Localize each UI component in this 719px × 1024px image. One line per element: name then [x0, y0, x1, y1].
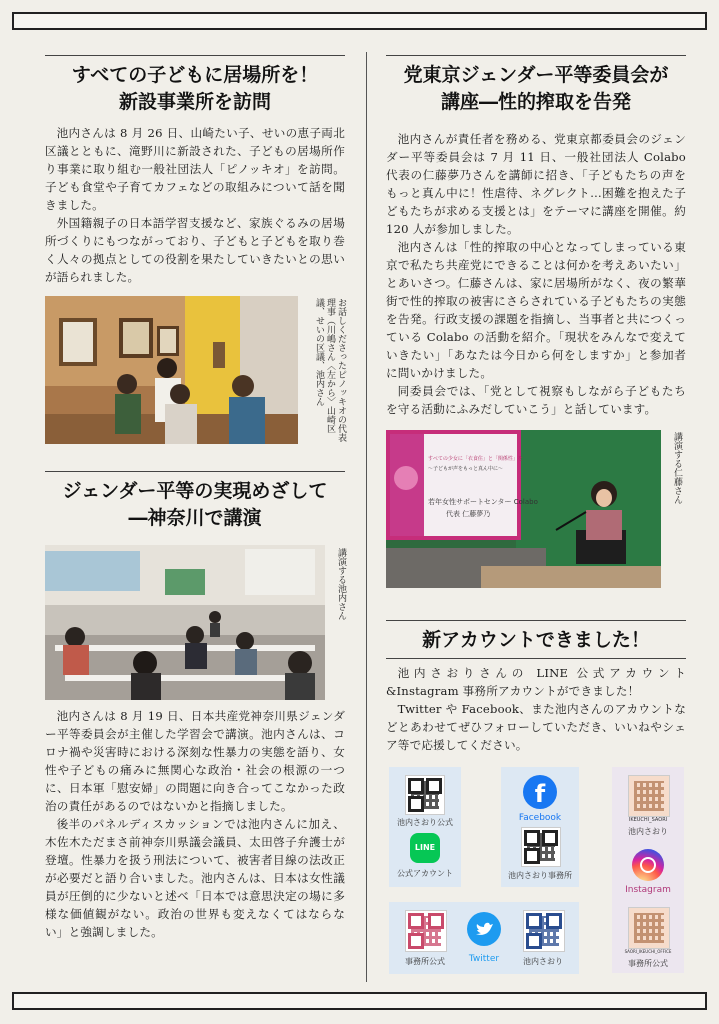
twitter-personal-qr-code[interactable]: [523, 910, 565, 952]
article2-paragraph: 池内さんは 8 月 19 日、日本共産党神奈川県ジェンダー平等委員会が主催した学習会で講演。池内さんは、コロナ禍や災害時における深刻な性暴力の実態を語り、女性や子どもの痛みに無関心な政治・社会の根源の一つに、日本軍「慰安婦」の問題に向き合ってこなかった政治の責任があるのではないかと指摘しました。: [45, 709, 345, 813]
facebook-qr-label: 池内さおり事務所: [508, 871, 572, 880]
article2-top-rule: [45, 471, 345, 472]
article3-paragraph: 同委員会では、「党として視察もしながら子どもたちを守る活動にふみだしていこう」と話しています。: [386, 384, 686, 416]
article1-title-line2: 新設事業所を訪問: [118, 91, 271, 113]
instagram-office-qr-code[interactable]: [628, 907, 670, 949]
instagram-personal-label: 池内さおり: [628, 827, 668, 836]
facebook-card: [501, 767, 579, 887]
top-border-bar: [12, 12, 707, 30]
article3-paragraph: 池内さんは「性的搾取の中心となってしまっている東京で私たち共産党にできることは何かを考えあいたい」とあいさつ。仁藤さんは、家に居場所がなく、夜の繁華街で性的搾取の被害にさらされている子どもたちの実態を告発。行政支援の課題を指摘し、当事者と共につくっている Colabo の活動を紹介。「現状をみんなで変えていきたい」「あなたは今日から何をしますか」と参加者に問いかけました。: [386, 240, 686, 380]
article4-body: [386, 664, 686, 754]
article4-paragraph: 池内さおりさんの LINE 公式アカウント&Instagram 事務所アカウントができました！: [386, 666, 686, 698]
facebook-icon[interactable]: f: [523, 775, 557, 809]
slide-line1: すべての少女に「衣食住」と「関係性」を: [428, 456, 523, 462]
article2-body: [45, 707, 345, 941]
article1-title: [45, 62, 345, 116]
line-qr-label: 池内さおり公式: [397, 818, 453, 827]
instagram-office-label: 事務所公式: [628, 959, 668, 968]
article4-paragraph: Twitter や Facebook、また池内さんのアカウントなどとあわせてぜひフォローしていただき、いいねやシェア等で応援してください。: [386, 702, 686, 752]
instagram-label: Instagram: [625, 885, 671, 895]
article3-body: [386, 130, 686, 418]
line-icon[interactable]: LINE: [410, 833, 440, 863]
article1-body: [45, 124, 345, 286]
article4-bottom-rule: [386, 658, 686, 659]
twitter-personal-label: 池内さおり: [523, 957, 563, 966]
article3-top-rule: [386, 55, 686, 56]
article1-photo-caption: お話しくださったピノッキオの代表理事（川嶋さん〈左から〉山崎区議、せいの区議、池内さん: [314, 298, 346, 442]
slide-line2: 〜子どもが声をもっと真ん中に〜: [428, 466, 504, 472]
instagram-personal-handle: IKEUCHI_SAORI: [628, 817, 668, 823]
instagram-office-handle: SAORI_IKEUCHI_OFFICE: [624, 949, 672, 954]
slide-line3: 若年女性サポートセンター Colabo: [428, 498, 538, 506]
line-card: [389, 767, 461, 887]
line-qr-code[interactable]: [405, 775, 445, 815]
article3-paragraph: 池内さんが責任者を務める、党東京都委員会のジェンダー平等委員会は 7 月 11 日、一般社団法人 Colabo 代表の仁藤夢乃さんを講師に招き、「子どもたちの声をもっと真ん中に！性虐待、ネグレクト…困難を抱えた子どもたちが求める支援とは」をテーマに講座を開催。約 120 人が参加しました。: [386, 132, 686, 236]
article2-title-line1: ジェンダー平等の実現めざして: [62, 480, 328, 502]
article2-title: [45, 478, 345, 532]
column-divider: [366, 52, 367, 982]
article2-photo-caption: 講演する池内さん: [336, 548, 346, 620]
article1-paragraph: 池内さんは 8 月 26 日、山崎たい子、せいの恵子両北区議とともに、滝野川に新設された、子どもの居場所作り事業に取り組む一般社団法人「ピノッキオ」を訪問。子ども食堂や子育てカフェなどの取組みについて話を聞きました。: [45, 126, 345, 212]
article1-title-line1: すべての子どもに居場所を！: [71, 64, 319, 86]
article3-photo: [386, 430, 661, 588]
article2-paragraph: 後半のパネルディスカッションでは池内さんに加え、木佐木ただまさ前神奈川県議会議員、太田啓子弁護士が登壇。性暴力を扱う刑法について、被害者目線の法改正が必要だと語り合いました。池内さんは、日本は女性議員が圧倒的に少ないと述べ「日本では意思決定の場に多様な価値観がない。政治の世界も変えなくてはならない」と強調しました。: [45, 817, 345, 939]
article3-photo-caption: 講演する仁藤さん: [672, 432, 682, 504]
facebook-label: Facebook: [518, 813, 562, 823]
article3-title-line2: 講座―性的搾取を告発: [440, 91, 631, 113]
article4-top-rule: [386, 620, 686, 621]
article2-photo: [45, 545, 325, 700]
article3-title: [386, 62, 686, 116]
article1-paragraph: 外国籍親子の日本語学習支援など、家族ぐるみの居場所づくりにもつながっており、子どもと子どもを取り巻く人々の拠点としての役割を果たしていきたいとの思いが語られました。: [45, 216, 345, 284]
article1-photo: [45, 296, 298, 444]
article3-title-line1: 党東京ジェンダー平等委員会が: [403, 64, 669, 86]
line-app-label: 公式アカウント: [397, 869, 453, 878]
twitter-label: Twitter: [468, 954, 500, 964]
twitter-office-qr-code[interactable]: [405, 910, 447, 952]
twitter-office-label: 事務所公式: [405, 957, 445, 966]
instagram-icon[interactable]: [632, 849, 664, 881]
instagram-card: [612, 767, 684, 973]
slide-line4: 代表 仁藤夢乃: [446, 510, 491, 518]
article1-top-rule: [45, 55, 345, 56]
instagram-personal-qr-code[interactable]: [628, 775, 670, 817]
facebook-qr-code[interactable]: [521, 827, 561, 867]
bottom-border-bar: [12, 992, 707, 1010]
article2-title-line2: ―神奈川で講演: [128, 507, 262, 529]
article4-title: 新アカウントできました！: [422, 629, 650, 651]
twitter-icon[interactable]: [467, 912, 501, 946]
twitter-card: [389, 902, 579, 974]
